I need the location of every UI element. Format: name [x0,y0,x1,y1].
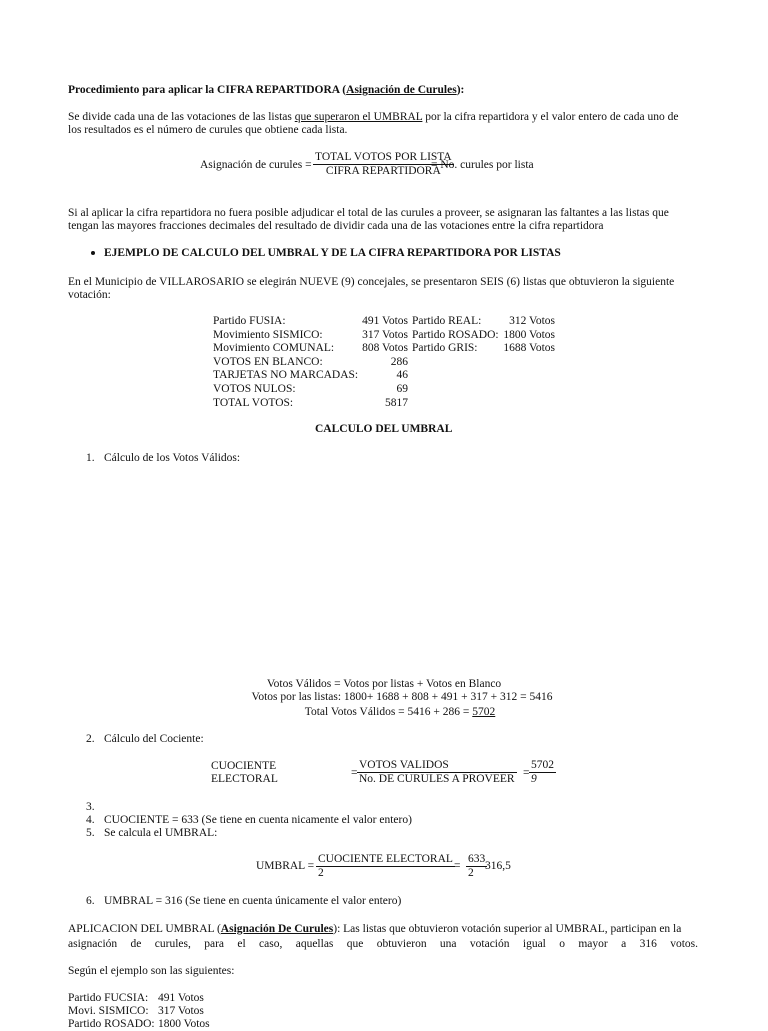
votes-name-3: VOTOS EN BLANCO: [213,355,323,368]
votes-col-values [330,315,408,410]
votes-name-4: TARJETAS NO MARCADAS: [213,369,359,382]
list-item-votes: 1800 Votos [158,1018,210,1030]
heading-prefix: Procedimiento para aplicar la CIFRA REPARTIDORA ( [68,84,347,96]
cociente-numerator: VOTOS VALIDOS [357,759,517,773]
votes-name-2-1: Partido ROSADO: [412,328,499,341]
remainder-line-2: tengan las mayores fracciones decimales del resultado de dividir cada una de las votaciones entre la cifra repartidora [68,220,604,232]
votes-name-2-2: Partido GRIS: [412,342,478,355]
cociente-denominator-2: 9 [531,773,537,785]
cociente-equals: = [351,767,358,779]
intro-line-2: los resultados es el número de curules que obtiene cada lista. [68,124,348,136]
cociente-label-1: CUOCIENTE [211,760,277,772]
valid-line-1: Votos Válidos = Votos por listas + Votos en Blanco [266,678,502,690]
votes-value-2: 808 Votos [362,342,408,355]
valid-line-2: Votos por las listas: 1800+ 1688 + 808 + 491 + 317 + 312 = 5416 [251,691,553,703]
aplicacion-line-1 [68,923,681,936]
umbral-numerator: CUOCIENTE ELECTORAL [318,853,453,865]
aplicacion-line-2: asignación de curules, para el caso, aquellas que obtuvieron una votación igual o mayor a 316 votos. [68,938,698,950]
umbral-denominator: 2 [318,867,324,879]
votes-value-1: 317 Votos [362,328,408,341]
step4-number: 4. [86,814,95,826]
page-heading [68,84,464,97]
step5-text: Se calcula el UMBRAL: [104,827,218,839]
list-item [68,1005,204,1018]
list-item-name: Movi. SISMICO: [68,1005,149,1017]
umbral-lhs: UMBRAL = [256,860,315,872]
step4-text: CUOCIENTE = 633 (Se tiene en cuenta nicamente el valor entero) [104,814,412,826]
votes-name-1: Movimiento SISMICO: [213,328,323,341]
aplicacion-text-b: ): Las listas que obtuvieron votación superior al UMBRAL, participan en la [333,923,682,935]
example-line-2: votación: [68,289,111,301]
step1-number: 1. [86,452,95,464]
list-item-votes: 491 Votos [158,992,204,1004]
votes-col-values-2 [480,315,555,356]
list-item-name: Partido FUCSIA: [68,992,149,1004]
votes-name-6: TOTAL VOTOS: [213,396,294,409]
votes-value-2-1: 1800 Votos [503,328,555,341]
list-item [68,992,204,1005]
cociente-fraction-2 [529,759,556,786]
votes-value-3: 286 [390,355,408,368]
votes-name-0: Partido FUSIA: [213,315,286,327]
intro-line-1 [68,111,678,124]
intro-underlined: que superaron el UMBRAL [294,111,423,123]
step6-text: UMBRAL = 316 (Se tiene en cuenta únicamente el valor entero) [104,895,402,907]
votes-value-6: 5817 [385,396,408,409]
formula1-denominator: CIFRA REPARTIDORA [325,165,441,177]
calc-title [315,423,452,436]
umbral-denominator-2: 2 [468,867,474,879]
votes-value-0: 491 Votos [362,315,408,327]
formula1-rhs: = No. curules por lista [431,159,534,171]
list-item-name: Partido ROSADO: [68,1018,155,1030]
intro-text-a: Se divide cada una de las votaciones de las listas [68,111,295,123]
remainder-line-1: Si al aplicar la cifra repartidora no fuera posible adjudicar el total de las curules a proveer, se asignaran las faltantes a las listas que [68,207,669,219]
votes-name-5: VOTOS NULOS: [213,382,296,395]
step3-number: 3. [86,801,95,813]
heading-underlined: Asignación de Curules [346,84,457,96]
list-item [68,1018,210,1031]
bullet-heading-text: EJEMPLO DE CALCULO DEL UMBRAL Y DE LA CIFRA REPARTIDORA POR LISTAS [104,247,561,259]
heading-suffix: ): [456,84,465,96]
example-line-1: En el Municipio de VILLAROSARIO se elegirán NUEVE (9) concejales, se presentaron SEIS (6) listas que obtuvieron la siguiente [68,276,675,288]
umbral-result: 316,5 [485,860,511,872]
votes-value-2-2: 1688 Votos [503,342,555,355]
umbral-numerator-2: 633 [468,853,486,865]
cociente-denominator: No. DE CURULES A PROVEER [359,773,515,785]
formula1-numerator: TOTAL VOTOS POR LISTA [315,151,452,163]
cociente-equals-2: = [523,767,530,779]
step6-number: 6. [86,895,95,907]
cociente-numerator-2: 5702 [531,759,554,771]
calc-title-text: CALCULO DEL UMBRAL [315,423,453,435]
aplicacion-text-a: APLICACION DEL UMBRAL ( [68,923,221,935]
intro-text-b: por la cifra repartidora y el valor entero de cada uno de [422,111,679,123]
step5-number: 5. [86,827,95,839]
valid-total-underlined: 5702 [472,706,496,718]
step2-number: 2. [86,733,95,745]
bullet-icon [91,251,95,255]
cociente-label-2: ELECTORAL [211,773,278,785]
step1-text: Cálculo de los Votos Válidos: [104,452,241,464]
votes-name-2-0: Partido REAL: [412,315,482,327]
umbral-fraction [316,853,455,880]
aplicacion-underlined: Asignación De Curules [220,923,334,935]
votes-value-5: 69 [396,382,408,395]
segun-text: Según el ejemplo son las siguientes: [68,965,235,977]
bullet-heading [104,247,561,260]
formula1-lhs: Asignación de curules = [200,159,312,171]
step2-text: Cálculo del Cociente: [104,733,204,745]
cociente-fraction [357,759,517,786]
votes-value-2-0: 312 Votos [509,315,555,327]
votes-name-2: Movimiento COMUNAL: [213,342,335,355]
list-item-votes: 317 Votos [158,1005,204,1017]
votes-value-4: 46 [396,369,408,382]
valid-line-3-text: Total Votos Válidos = 5416 + 286 = [304,706,473,718]
valid-line-3 [0,706,768,719]
umbral-equals: = [454,860,461,872]
